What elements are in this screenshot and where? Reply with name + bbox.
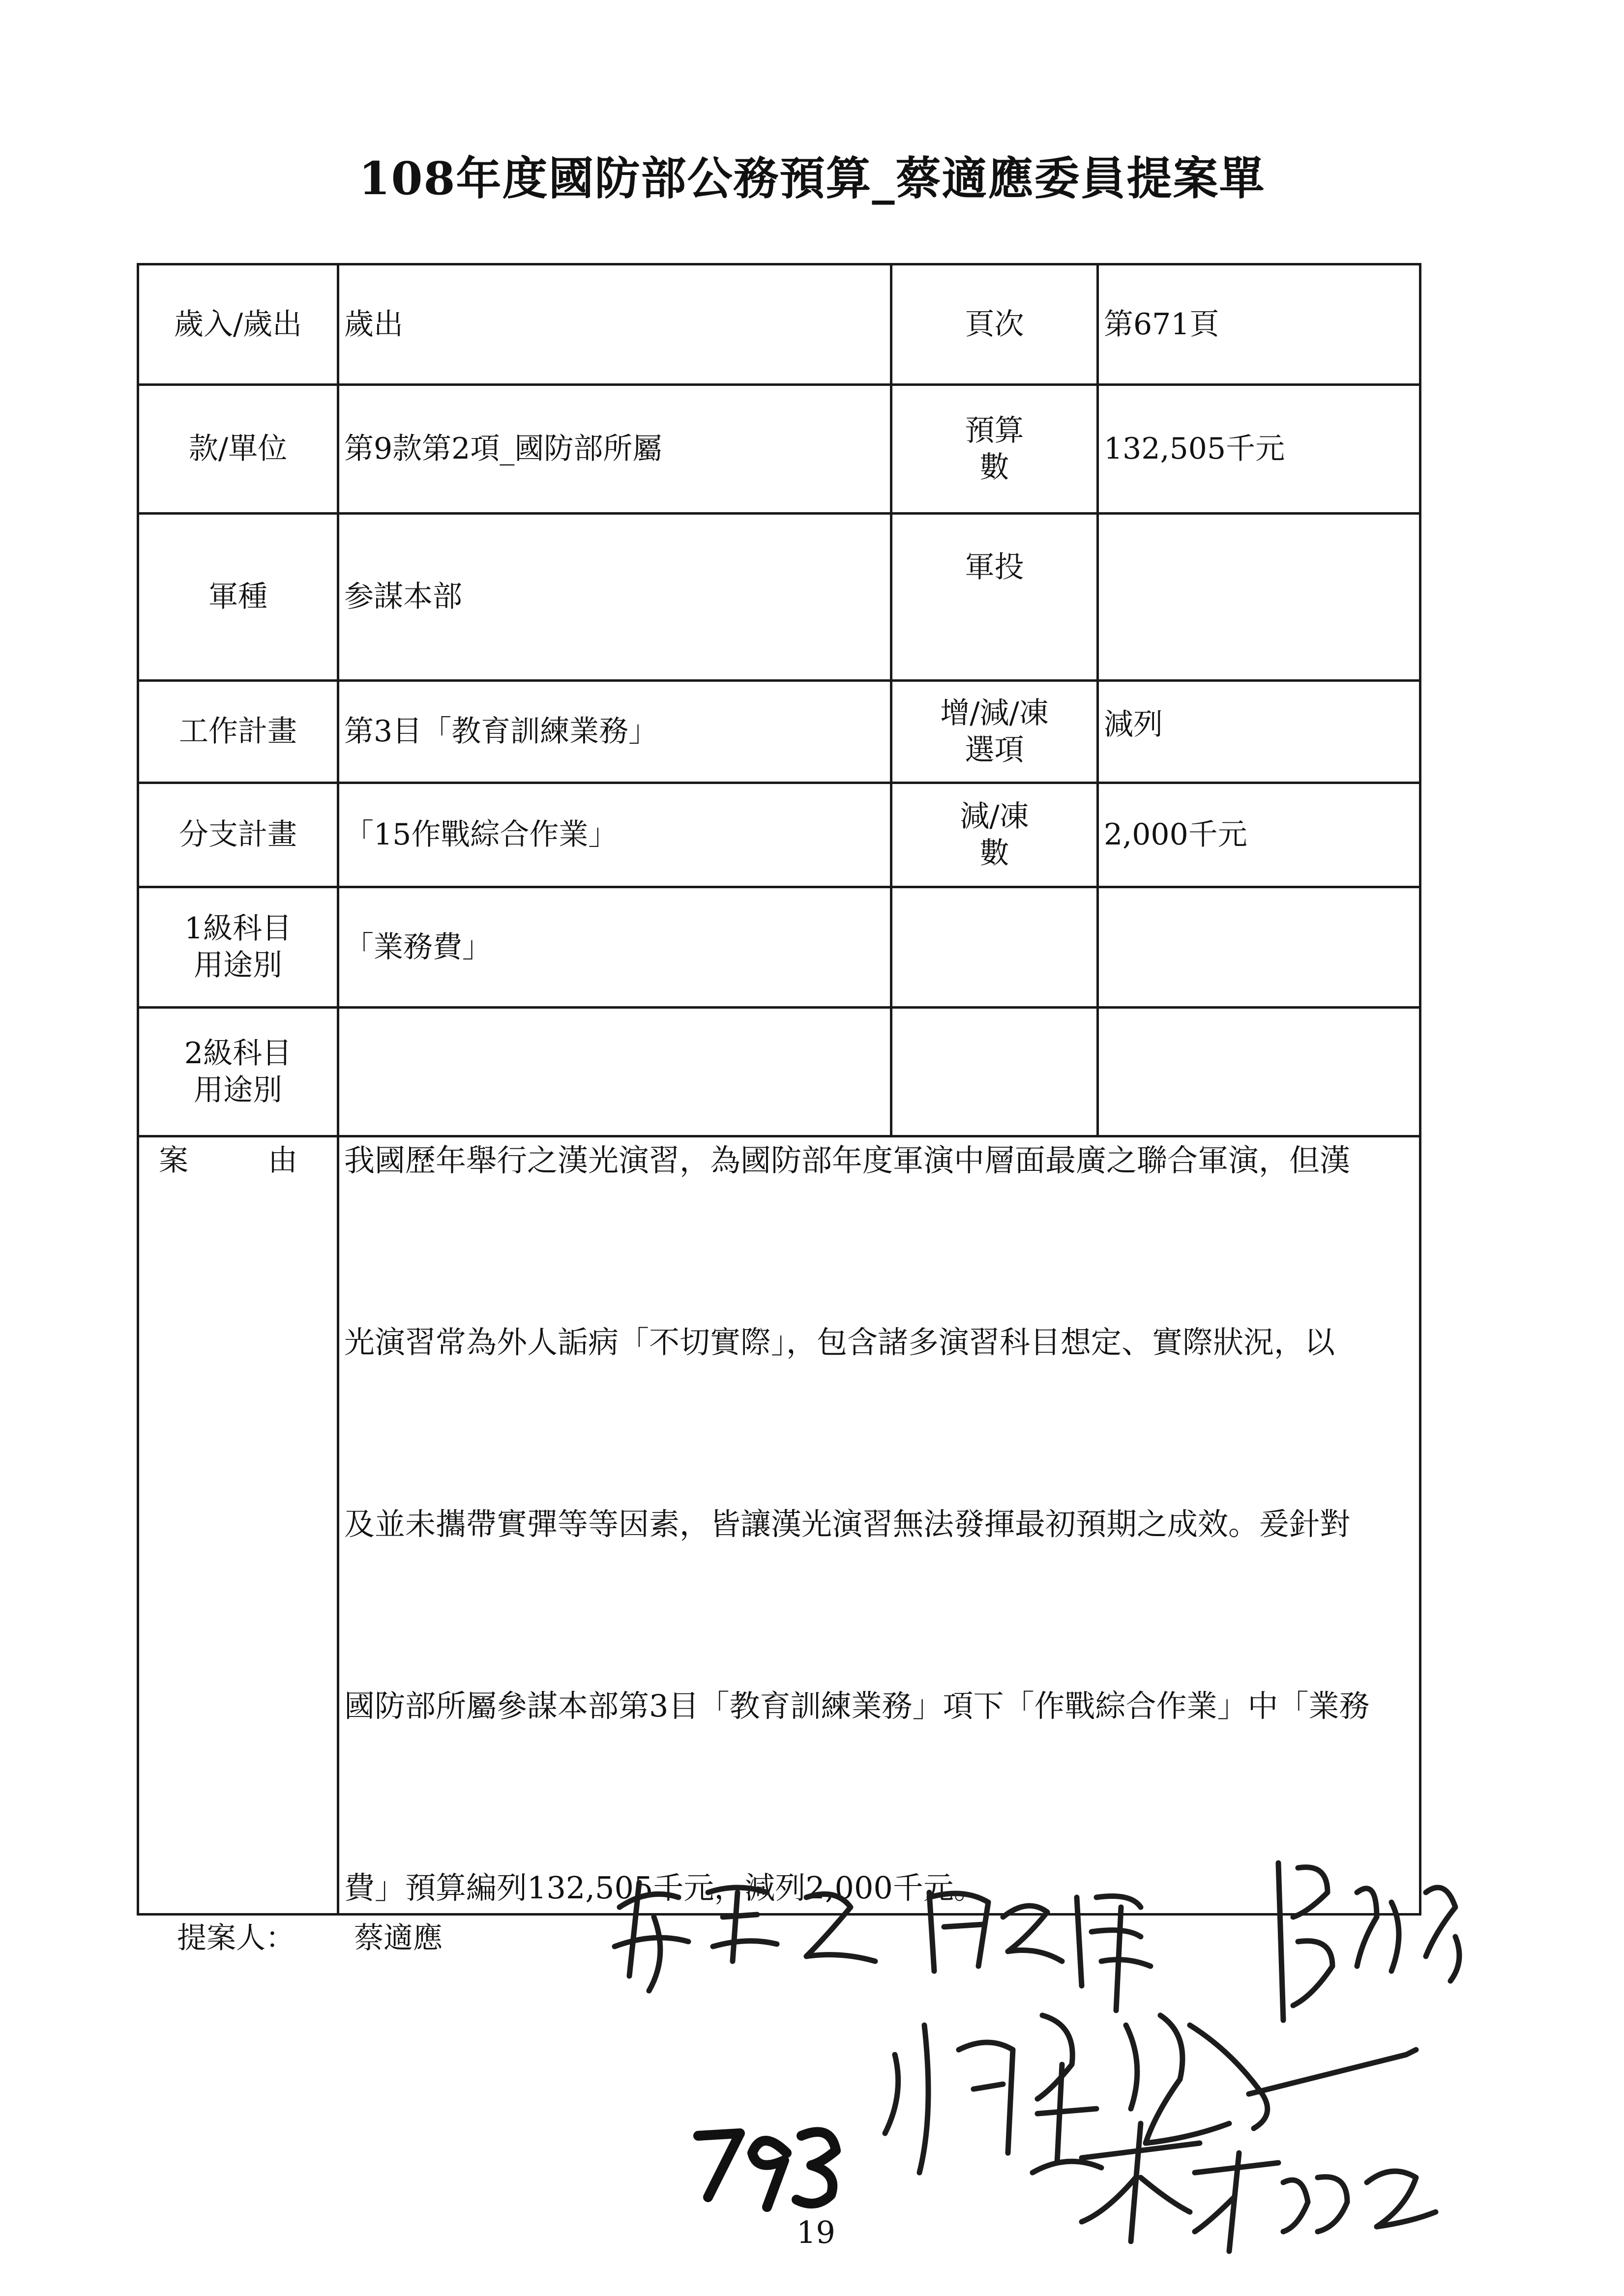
empty-cell-r7c3 xyxy=(891,1008,1098,1136)
row-level1-subject xyxy=(138,887,1420,1008)
proposer-label: 提案人： xyxy=(177,1921,295,1955)
reason-line: 國防部所屬參謀本部第3目「教育訓練業務」項下「作戰綜合作業」中「業務 xyxy=(344,1688,1370,1724)
label-service-branch: 軍種 xyxy=(138,514,338,681)
row-section-unit xyxy=(138,385,1420,514)
label-reduction-amount-line1: 減/凍 xyxy=(960,799,1029,834)
value-branch-plan: 「15作戰綜合作業」 xyxy=(338,783,891,887)
label-reason xyxy=(138,1136,338,1915)
value-section-unit: 第9款第2項_國防部所屬 xyxy=(338,385,891,514)
label-reason-char1: 案 xyxy=(159,1143,188,1178)
proposer-name: 蔡適應 xyxy=(354,1921,443,1955)
reason-text xyxy=(338,1136,1420,1915)
label-level2-subject xyxy=(138,1008,338,1136)
reason-line: 我國歷年舉行之漢光演習，為國防部年度軍演中層面最廣之聯合軍演，但漢 xyxy=(344,1142,1351,1178)
value-revenue-expense: 歲出 xyxy=(338,264,891,385)
value-budget-amount: 132,505千元 xyxy=(1098,385,1420,514)
label-action-option xyxy=(891,681,1098,783)
label-reduction-amount-line2: 數 xyxy=(979,836,1009,871)
label-budget-amount-line2: 數 xyxy=(979,450,1009,485)
label-revenue-expense: 歲入/歲出 xyxy=(138,264,338,385)
row-revenue-expense xyxy=(138,264,1420,385)
label-branch-plan: 分支計畫 xyxy=(138,783,338,887)
label-military-investment: 軍投 xyxy=(891,514,1098,681)
empty-cell-r6c4 xyxy=(1098,887,1420,1008)
page-title: 108年度國防部公務預算_蔡適應委員提案單 xyxy=(358,152,1266,205)
label-level1-subject-line2: 用途別 xyxy=(194,948,282,983)
reason-line: 及並未攜帶實彈等等因素，皆讓漢光演習無法發揮最初預期之成效。爰針對 xyxy=(344,1506,1351,1542)
empty-cell-r6c3 xyxy=(891,887,1098,1008)
row-level2-subject xyxy=(138,1008,1420,1136)
value-action-option: 減列 xyxy=(1098,681,1420,783)
label-work-plan: 工作計畫 xyxy=(138,681,338,783)
label-reason-char2: 由 xyxy=(268,1143,297,1178)
reason-line: 費」預算編列132,505千元，減列2,000千元。 xyxy=(344,1870,984,1906)
row-branch-plan xyxy=(138,783,1420,887)
row-work-plan xyxy=(138,681,1420,783)
value-level2-subject xyxy=(338,1008,891,1136)
label-action-option-line2: 選項 xyxy=(965,732,1024,767)
value-page: 第671頁 xyxy=(1098,264,1420,385)
signature-5 xyxy=(1082,2123,1436,2251)
value-military-investment xyxy=(1098,514,1420,681)
row-reason xyxy=(138,1136,1420,1915)
reason-line: 光演習常為外人詬病「不切實際」，包含諸多演習科目想定、實際狀況，以 xyxy=(344,1324,1335,1360)
row-service-branch xyxy=(138,514,1420,681)
page-number: 19 xyxy=(797,2214,835,2250)
label-page: 頁次 xyxy=(891,264,1098,385)
label-level1-subject-line1: 1級科目 xyxy=(184,911,292,946)
label-level2-subject-line2: 用途別 xyxy=(194,1073,282,1107)
value-work-plan: 第3目「教育訓練業務」 xyxy=(338,681,891,783)
value-reduction-amount: 2,000千元 xyxy=(1098,783,1420,887)
label-action-option-line1: 增/減/凍 xyxy=(940,696,1049,730)
label-reduction-amount xyxy=(891,783,1098,887)
signature-4 xyxy=(885,2015,1416,2173)
handwritten-793 xyxy=(698,2132,836,2207)
label-budget-amount xyxy=(891,385,1098,514)
proposal-form-table xyxy=(137,263,1421,1916)
label-section-unit: 款/單位 xyxy=(138,385,338,514)
value-service-branch: 参謀本部 xyxy=(338,514,891,681)
label-budget-amount-line1: 預算 xyxy=(965,413,1024,448)
empty-cell-r7c4 xyxy=(1098,1008,1420,1136)
proposer-line xyxy=(177,1915,443,1957)
label-level1-subject xyxy=(138,887,338,1008)
value-level1-subject: 「業務費」 xyxy=(338,887,891,1008)
label-level2-subject-line1: 2級科目 xyxy=(184,1036,292,1071)
